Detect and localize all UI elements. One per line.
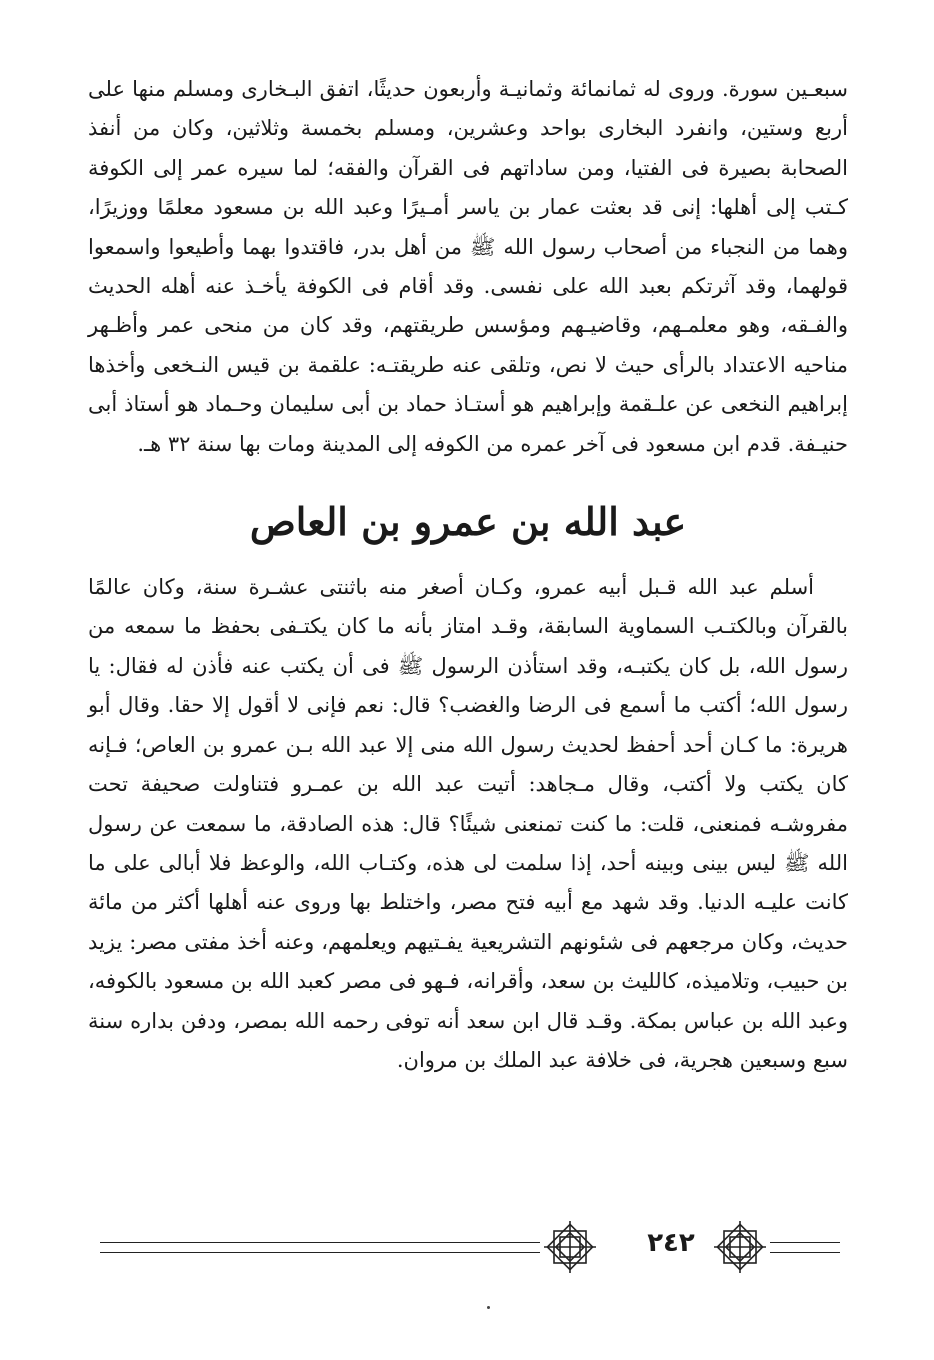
footer-rule-top-right <box>770 1242 840 1243</box>
star-ornament-icon <box>542 1219 598 1275</box>
page-footer <box>100 1212 840 1282</box>
footer-rule-bottom-right <box>770 1252 840 1253</box>
scan-speck <box>487 1306 490 1309</box>
section-heading: عبد الله بن عمرو بن العاص <box>249 499 687 545</box>
page-number: ٢٤٢ <box>647 1228 695 1258</box>
page-body <box>88 70 848 1080</box>
footer-rule-bottom-left <box>100 1252 540 1253</box>
paragraph-abdullah-ibn-amr: أسلم عبد الله قـبل أبيه عمرو، وكـان أصغر منه باثنتى عشـرة سنة، وكان عالمًا بالقرآن وبالكتـب السماوية السابقة، وقـد امتاز بأنه ما كان يكتـفى بحفظ ما سمعه من رسول الله، بل كان يكتبـه، وقد استأذن الرسول ﷺ فى أن يكتب عنه فأذن له فقال: يا رسول الله؛ أكتب ما أسمع فى الرضا والغضب؟ قال: نعم فإنى لا أقول إلا حقا. وقال أبو هريرة: ما كـان أحد أحفظ لحديث رسول الله منى إلا عبد الله بـن عمرو بن العاص؛ فـإنه كان يكتب ولا أكتب، وقال مـجاهد: أتيت عبد الله بن عمـرو فتناولت صحيفة تحت مفروشـه فمنعنى، قلت: ما كنت تمنعنى شيئًا؟ قال: هذه الصادقة، ما سمعت عن رسول الله ﷺ ليس بينى وبينه أحد، إذا سلمت لى هذه، وكتـاب الله، والوعظ فلا أبالى على ما كانت عليـه الدنيا. وقد شهد مع أبيه فتح مصر، واختلط بها وروى عنه أهلها أكثر من مائة حديث، وكان مرجعهم فى شئونهم التشريعية يفـتيهم ويعلمهم، وعنه أخذ مفتى مصر: يزيد بن حبيب، وتلاميذه، كالليث بن سعد، وأقرانه، فـهو فى مصر كعبد الله بن مسعود بالكوفه، وعبد الله بن عباس بمكة. وقـد قال ابن سعد أنه توفى رحمه الله بمصر، ودفن بداره سنة سبع وسبعين هجرية، فى خلافة عبد الملك بن مروان. <box>88 575 848 1072</box>
star-ornament-icon <box>712 1219 768 1275</box>
paragraph-ibn-masud-continued: سبعـين سورة. وروى له ثمانمائة وثمانيـة وأربعون حديثًا، اتفق البـخارى ومسلم منها على أربع وستين، وانفرد البخارى بواحد وعشرين، ومسلم بخمسة وثلاثين، وكان من أنفذ الصحابة بصيرة فى الفتيا، ومن ساداتهم فى القرآن والفقه؛ لما سيره عمر إلى الكوفة كـتب إلى أهلها: إنى قد بعثت عمار بن ياسر أمـيرًا وعبد الله بن مسعود معلمًا ووزيرًا، وهما من النجباء من أصحاب رسول الله ﷺ من أهل بدر، فاقتدوا بهما وأطيعوا واسمعوا قولهما، وقد آثرتكم بعبد الله على نفسى. وقد أقام فى الكوفة يأخـذ عنه أهله الحديث والفـقه، وهو معلمـهم، وقاضيـهم ومؤسس طريقتهم، وقد كان من منحى عمر وأظـهر مناحيه الاعتداد بالرأى حيث لا نص، وتلقى عنه طريقتـه: علقمة بن قيس النـخعى وأخذها إبراهيم النخعى عن علـقمة وإبراهيم هو أستـاذ حماد بن أبى سليمان وحـماد هو أستاذ أبى حنيـفة. قدم ابن مسعود فى آخر عمره من الكوفه إلى المدينة ومات بها سنة ٣٢ هـ. <box>88 77 848 456</box>
footer-rule-top-left <box>100 1242 540 1243</box>
